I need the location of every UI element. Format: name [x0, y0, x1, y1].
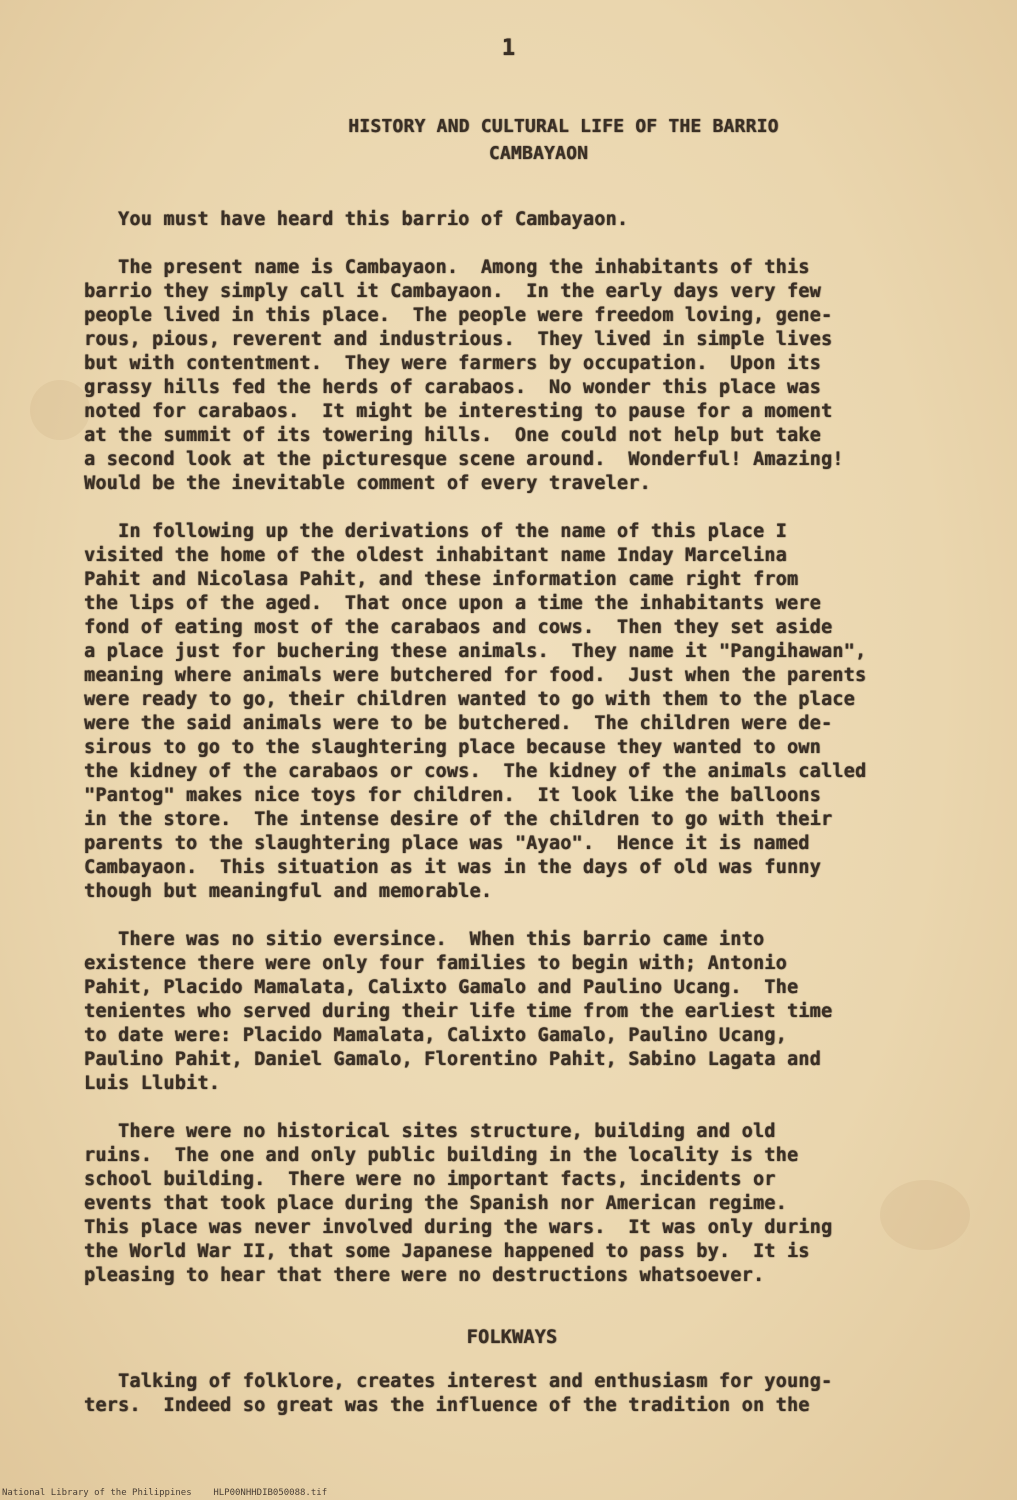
text-line: parents to the slaughtering place was "Ayao". Hence it is named: [84, 833, 810, 854]
text-line: in the store. The intense desire of the children to go with their: [84, 809, 833, 830]
text-line: Paulino Pahit, Daniel Gamalo, Florentino Pahit, Sabino Lagata and: [84, 1049, 821, 1070]
text-line: the lips of the aged. That once upon a time the inhabitants were: [84, 593, 821, 614]
paragraph-intro: [84, 208, 940, 232]
text-line: ruins. The one and only public building in the locality is the: [84, 1145, 799, 1166]
text-line: Talking of folklore, creates interest and enthusiasm for young-: [84, 1371, 833, 1392]
text-line: Cambayaon. This situation as it was in the days of old was funny: [84, 857, 821, 878]
paragraph-derivation: [84, 520, 940, 904]
section-heading-folkways: FOLKWAYS: [466, 1327, 558, 1348]
text-line: a second look at the picturesque scene around. Wonderful! Amazing!: [84, 449, 844, 470]
paragraph-historical-sites: [84, 1120, 940, 1288]
text-line: There were no historical sites structure, building and old: [84, 1121, 776, 1142]
text-line: ters. Indeed so great was the influence of the tradition on the: [84, 1395, 810, 1416]
title-line-2: CAMBAYAON: [488, 143, 589, 164]
archive-footer: National Library of the Philippines HLP00NHHDIB050088.tif: [2, 1488, 328, 1498]
text-line: rous, pious, reverent and industrious. They lived in simple lives: [84, 329, 833, 350]
text-line: fond of eating most of the carabaos and cows. Then they set aside: [84, 617, 833, 638]
paragraph-families: [84, 928, 940, 1096]
text-line: visited the home of the oldest inhabitant name Inday Marcelina: [84, 545, 787, 566]
text-line: but with contentment. They were farmers by occupation. Upon its: [84, 353, 821, 374]
text-line: events that took place during the Spanish nor American regime.: [84, 1193, 787, 1214]
text-line: Pahit, Placido Mamalata, Calixto Gamalo and Paulino Ucang. The: [84, 977, 799, 998]
text-line: Would be the inevitable comment of every traveler.: [84, 473, 651, 494]
document-body: [84, 208, 940, 1418]
paragraph-present-name: [84, 256, 940, 496]
text-line: There was no sitio eversince. When this barrio came into: [84, 929, 765, 950]
text-line: Pahit and Nicolasa Pahit, and these information came right from: [84, 569, 799, 590]
text-line: You must have heard this barrio of Cambayaon.: [84, 209, 629, 230]
text-line: "Pantog" makes nice toys for children. It look like the balloons: [84, 785, 821, 806]
text-line: at the summit of its towering hills. One could not help but take: [84, 425, 821, 446]
text-line: though but meaningful and memorable.: [84, 881, 493, 902]
paragraph-folklore: [84, 1370, 940, 1418]
text-line: pleasing to hear that there were no destructions whatsoever.: [84, 1265, 765, 1286]
text-line: This place was never involved during the wars. It was only during: [84, 1217, 833, 1238]
text-line: a place just for buchering these animals. They name it "Pangihawan",: [84, 641, 867, 662]
text-line: noted for carabaos. It might be interesting to pause for a moment: [84, 401, 833, 422]
text-line: In following up the derivations of the name of this place I: [84, 521, 787, 542]
text-line: barrio they simply call it Cambayaon. In the early days very few: [84, 281, 821, 302]
text-line: the kidney of the carabaos or cows. The kidney of the animals called: [84, 761, 867, 782]
text-line: sirous to go to the slaughtering place because they wanted to own: [84, 737, 821, 758]
document-title: [0, 113, 1017, 167]
text-line: grassy hills fed the herds of carabaos. No wonder this place was: [84, 377, 821, 398]
page-number: 1: [501, 36, 516, 61]
text-line: meaning where animals were butchered for food. Just when the parents: [84, 665, 867, 686]
text-line: The present name is Cambayaon. Among the inhabitants of this: [84, 257, 810, 278]
text-line: the World War II, that some Japanese happened to pass by. It is: [84, 1241, 810, 1262]
text-line: were the said animals were to be butchered. The children were de-: [84, 713, 833, 734]
paper-stain: [30, 380, 90, 440]
text-line: tenientes who served during their life time from the earliest time: [84, 1001, 833, 1022]
text-line: existence there were only four families to begin with; Antonio: [84, 953, 787, 974]
title-line-1: HISTORY AND CULTURAL LIFE OF THE BARRIO: [348, 116, 779, 137]
text-line: to date were: Placido Mamalata, Calixto Gamalo, Paulino Ucang,: [84, 1025, 787, 1046]
text-line: school building. There were no important facts, incidents or: [84, 1169, 776, 1190]
text-line: were ready to go, their children wanted to go with them to the place: [84, 689, 855, 710]
text-line: people lived in this place. The people were freedom loving, gene-: [84, 305, 833, 326]
text-line: Luis Llubit.: [84, 1073, 221, 1094]
